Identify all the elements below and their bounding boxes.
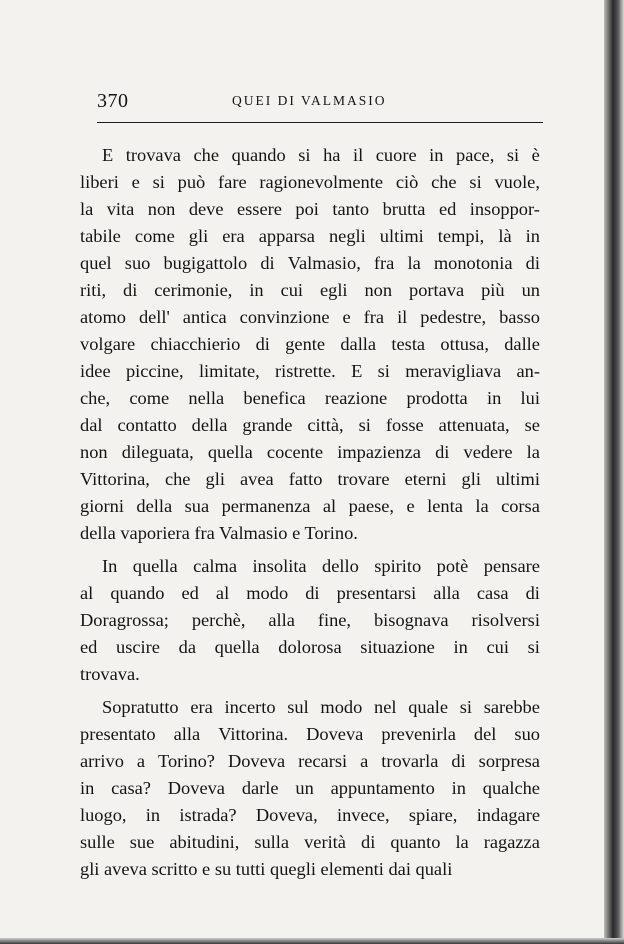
text-line: arrivo a Torino? Doveva recarsi a trovarla di sorpresa bbox=[80, 751, 540, 771]
text-line: in casa? Doveva darle un appuntamento in qualche bbox=[80, 778, 540, 798]
text-line: gli aveva scritto e su tutti quegli elementi dai quali bbox=[80, 859, 453, 879]
text-line: In quella calma insolita dello spirito potè pensare bbox=[102, 556, 540, 576]
text-line: E trovava che quando si ha il cuore in pace, si è bbox=[102, 145, 540, 165]
text-line: sulle sue abitudini, sulla verità di quanto la ragazza bbox=[80, 832, 540, 852]
text-line: non dileguata, quella cocente impazienza di vedere la bbox=[80, 442, 540, 462]
text-line: al quando ed al modo di presentarsi alla casa di bbox=[80, 583, 540, 603]
running-title: QUEI DI VALMASIO bbox=[232, 93, 387, 108]
text-line: quel suo bugigattolo di Valmasio, fra la monotonia di bbox=[80, 253, 540, 273]
text-line: ed uscire da quella dolorosa situazione in cui si bbox=[80, 637, 540, 657]
text-line: atomo dell' antica convinzione e fra il pedestre, basso bbox=[80, 307, 540, 327]
text-line: dal contatto della grande città, si fosse attenuata, se bbox=[80, 415, 540, 435]
book-spine-shadow bbox=[604, 0, 624, 944]
text-line: Doragrossa; perchè, alla fine, bisognava risolversi bbox=[80, 610, 540, 630]
text-line: idee piccine, limitate, ristrette. E si meravigliava an- bbox=[80, 361, 540, 381]
text-line: Vittorina, che gli avea fatto trovare eterni gli ultimi bbox=[80, 469, 540, 489]
text-line: Sopratutto era incerto sul modo nel quale si sarebbe bbox=[102, 697, 540, 717]
text-line: che, come nella benefica reazione prodotta in lui bbox=[80, 388, 540, 408]
text-line: tabile come gli era apparsa negli ultimi tempi, là in bbox=[80, 226, 540, 246]
text-line: riti, di cerimonie, in cui egli non portava più un bbox=[80, 280, 540, 300]
header-rule bbox=[97, 122, 543, 123]
body-text bbox=[80, 142, 540, 883]
text-line: trovava. bbox=[80, 664, 140, 684]
paragraph bbox=[80, 142, 540, 547]
page-number: 370 bbox=[97, 90, 129, 112]
text-line: la vita non deve essere poi tanto brutta ed insoppor- bbox=[80, 199, 540, 219]
text-line: presentato alla Vittorina. Doveva prevenirla del suo bbox=[80, 724, 540, 744]
text-line: della vaporiera fra Valmasio e Torino. bbox=[80, 523, 358, 543]
page-bottom-edge bbox=[0, 938, 624, 944]
page-header bbox=[97, 86, 543, 110]
paragraph bbox=[80, 553, 540, 688]
text-line: giorni della sua permanenza al paese, e lenta la corsa bbox=[80, 496, 540, 516]
paragraph bbox=[80, 694, 540, 883]
text-line: liberi e si può fare ragionevolmente ciò che si vuole, bbox=[80, 172, 540, 192]
text-line: volgare chiacchierio di gente dalla testa ottusa, dalle bbox=[80, 334, 540, 354]
text-line: luogo, in istrada? Doveva, invece, spiare, indagare bbox=[80, 805, 540, 825]
